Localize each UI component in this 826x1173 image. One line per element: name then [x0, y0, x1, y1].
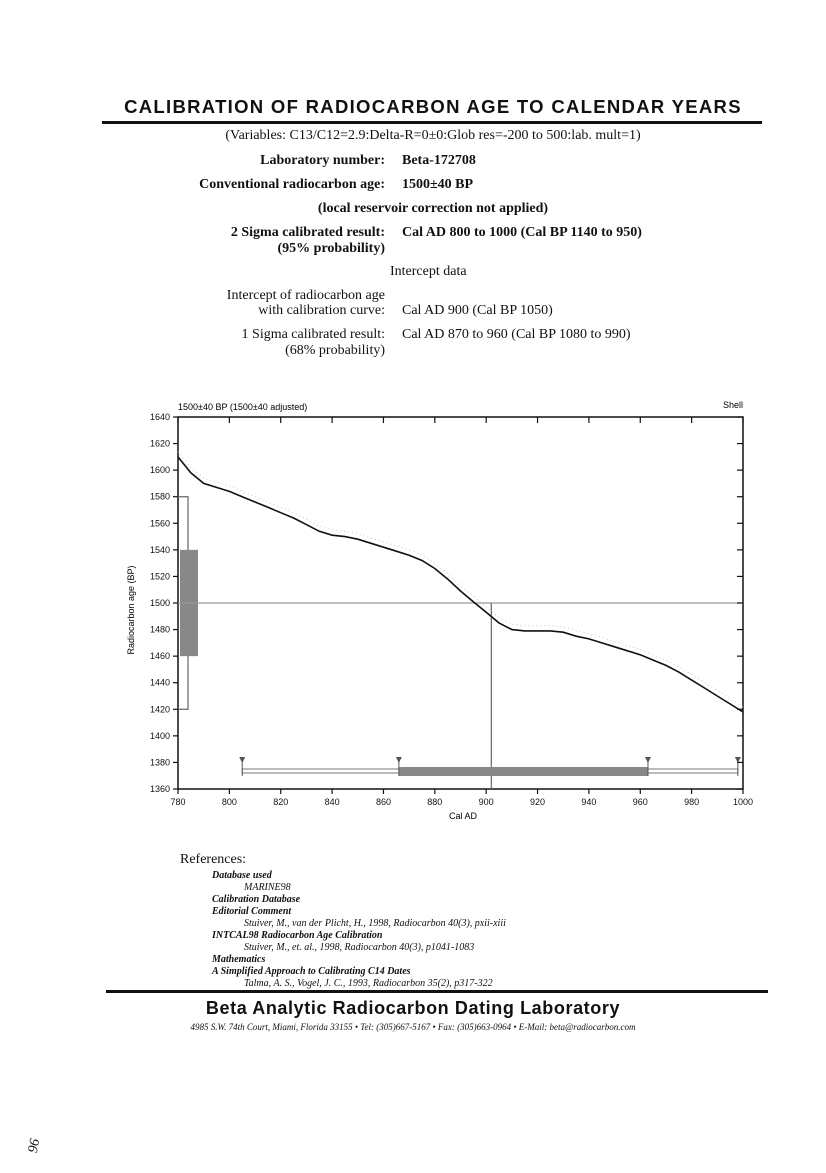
- y-tick-label: 1380: [149, 757, 170, 768]
- reference-title: Database used: [212, 870, 272, 881]
- x-tick-label: 960: [632, 797, 648, 807]
- sigma1-probability: (68% probability): [285, 343, 385, 358]
- title-rule: [102, 121, 762, 124]
- reference-title: Mathematics: [212, 954, 266, 965]
- x-tick-label: 900: [478, 797, 494, 807]
- y-tick-label: 1420: [149, 704, 170, 715]
- conventional-age-label: Conventional radiocarbon age:: [199, 177, 385, 192]
- intercept-value: Cal AD 900 (Cal BP 1050): [402, 303, 553, 318]
- sigma2-label: 2 Sigma calibrated result:: [230, 225, 385, 240]
- x-axis-label: Cal AD: [448, 811, 478, 821]
- x-tick-label: 920: [530, 797, 546, 807]
- curve-error-envelope: [178, 452, 743, 707]
- lab-name: Beta Analytic Radiocarbon Dating Laboratory: [205, 998, 621, 1018]
- y-tick-label: 1460: [149, 651, 170, 662]
- conventional-age-value: 1500±40 BP: [402, 177, 474, 192]
- y-tick-label: 1600: [149, 465, 170, 476]
- calibration-curve: [178, 457, 743, 712]
- reference-title: Calibration Database: [212, 894, 301, 905]
- y-tick-label: 1440: [149, 677, 170, 688]
- y-tick-label: 1480: [149, 624, 170, 635]
- lab-number-value: Beta-172708: [402, 153, 476, 168]
- lab-number-label: Laboratory number:: [260, 153, 385, 168]
- x-tick-label: 780: [170, 797, 186, 807]
- x-tick-label: 860: [375, 797, 391, 807]
- sigma1-range-bar: [399, 767, 648, 776]
- reference-title: A Simplified Approach to Calibrating C14 Dates: [212, 966, 411, 977]
- y-axis-label: Radiocarbon age (BP): [126, 565, 136, 655]
- reference-text: Talma, A. S., Vogel, J. C., 1993, Radiocarbon 35(2), p317-322: [244, 978, 493, 989]
- page-title: CALIBRATION OF RADIOCARBON AGE TO CALENDAR YEARS: [124, 96, 742, 117]
- reservoir-note: (local reservoir correction not applied): [317, 201, 549, 216]
- range-marker-arrow: [239, 757, 245, 763]
- chart-title-right: Shell: [722, 400, 743, 410]
- y-tick-label: 1360: [149, 784, 170, 794]
- y-tick-label: 1620: [149, 438, 170, 449]
- x-tick-label: 840: [324, 797, 340, 807]
- y-tick-label: 1640: [149, 412, 170, 422]
- y-tick-label: 1500: [149, 598, 170, 608]
- x-tick-label: 800: [221, 797, 237, 807]
- range-marker-arrow: [645, 757, 651, 763]
- footer-rule: [106, 990, 768, 993]
- sigma2-range-bar: [648, 769, 738, 773]
- chart-title-left: 1500±40 BP (1500±40 adjusted): [178, 402, 308, 412]
- references-list: [212, 870, 506, 990]
- reference-text: Stuiver, M., van der Plicht, H., 1998, Radiocarbon 40(3), pxii-xiii: [244, 918, 506, 929]
- y-tick-label: 1520: [149, 571, 170, 582]
- sigma2-value: Cal AD 800 to 1000 (Cal BP 1140 to 950): [402, 225, 642, 240]
- x-tick-label: 980: [684, 797, 700, 807]
- sigma2-range-bar: [242, 769, 399, 773]
- sigma1-label: 1 Sigma calibrated result:: [241, 327, 385, 342]
- sigma2-probability: (95% probability): [277, 241, 385, 256]
- y-tick-label: 1400: [149, 730, 170, 741]
- references-heading: References:: [180, 852, 247, 867]
- lab-address: 4985 S.W. 74th Court, Miami, Florida 33155 • Tel: (305)667-5167 • Fax: (305)663-0964 • E-Mail: beta@radiocarbon.com: [190, 1022, 636, 1032]
- y-tick-label: 1560: [149, 518, 170, 529]
- reference-text: Stuiver, M., et. al., 1998, Radiocarbon 40(3), p1041-1083: [244, 942, 475, 953]
- variables-line: (Variables: C13/C12=2.9:Delta-R=0±0:Glob res=-200 to 500:lab. mult=1): [225, 128, 641, 143]
- x-tick-label: 940: [581, 797, 597, 807]
- y-tick-label: 1540: [149, 544, 170, 555]
- intercept-heading: Intercept data: [390, 264, 467, 279]
- sigma1-value: Cal AD 870 to 960 (Cal BP 1080 to 990): [402, 327, 631, 342]
- intercept-label-line2: with calibration curve:: [258, 303, 385, 318]
- x-tick-label: 1000: [732, 797, 754, 807]
- x-tick-label: 820: [273, 797, 289, 807]
- range-marker-arrow: [396, 757, 402, 763]
- reference-title: INTCAL98 Radiocarbon Age Calibration: [212, 930, 383, 941]
- intercept-label-line1: Intercept of radiocarbon age: [226, 288, 385, 303]
- reference-title: Editorial Comment: [212, 906, 292, 917]
- reference-text: MARINE98: [244, 882, 291, 893]
- y-tick-label: 1580: [149, 491, 170, 502]
- margin-note: 96: [25, 1137, 44, 1155]
- x-tick-label: 880: [427, 797, 443, 807]
- calibration-chart: [0, 390, 826, 830]
